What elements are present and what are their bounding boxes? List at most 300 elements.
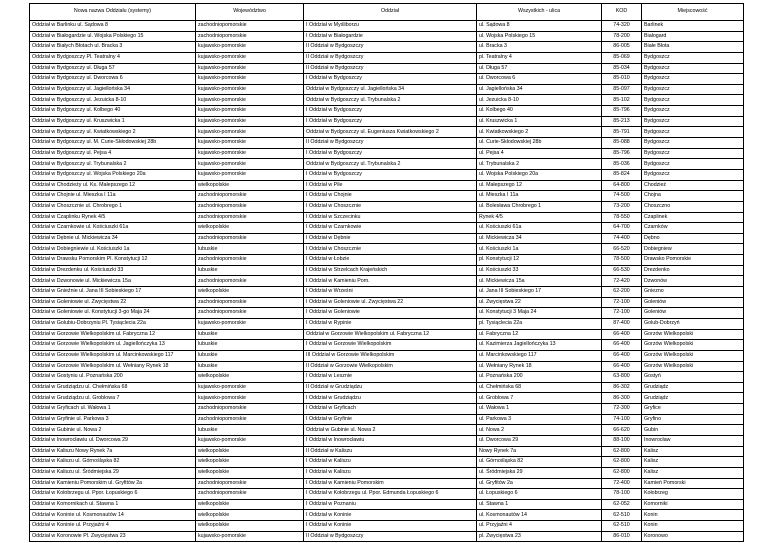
cell-branch: II Oddział w Bydgoszczy [304,42,477,53]
cell-voivodeship: lubuskie [196,329,304,340]
cell-street: ul. Dworcowa 29 [477,435,602,446]
cell-city: Kalisz [642,457,744,468]
table-header [30,4,744,21]
cell-city: Konin [642,510,744,521]
cell-street: ul. Curie-Skłodowskiej 28b [477,138,602,149]
cell-branch: II Oddział w Gorzowie Wielkopolskim [304,361,477,372]
cell-city: Gorzów Wielkopolski [642,350,744,361]
cell-new-branch-name: Oddział w Choszcznie ul. Chrobrego 1 [30,201,196,212]
table-row [30,329,744,340]
cell-branch: I Oddział w Bydgoszczy [304,106,477,117]
cell-street: ul. Łopuskiego 6 [477,489,602,500]
table-row [30,446,744,457]
cell-postal-code: 72-420 [602,276,642,287]
cell-voivodeship: wielkopolskie [196,467,304,478]
table-row [30,393,744,404]
cell-branch: I Oddział w Bydgoszczy [304,74,477,85]
cell-city: Gubin [642,425,744,436]
cell-city: Kamień Pomorski [642,478,744,489]
cell-new-branch-name: Oddział w Bydgoszczy ul. Trybunalska 2 [30,159,196,170]
cell-voivodeship: kujawsko-pomorskie [196,52,304,63]
cell-street: ul. Fabryczna 12 [477,329,602,340]
cell-branch: I Oddział w Koninie [304,510,477,521]
cell-street: ul. Groblowa 7 [477,393,602,404]
cell-city: Gorzów Wielkopolski [642,361,744,372]
cell-city: Gryfice [642,404,744,415]
cell-street: ul. Nowa 2 [477,425,602,436]
column-header-branch: Oddział [304,4,477,21]
cell-new-branch-name: Oddział w Czaplinku Rynek 4/5 [30,212,196,223]
cell-city: Bydgoszcz [642,169,744,180]
table-row [30,116,744,127]
cell-voivodeship: zachodniopomorskie [196,276,304,287]
cell-voivodeship: zachodniopomorskie [196,255,304,266]
cell-branch: I Oddział w Wrześni [304,287,477,298]
table-row [30,425,744,436]
cell-voivodeship: zachodniopomorskie [196,233,304,244]
cell-postal-code: 62-800 [602,446,642,457]
cell-voivodeship: zachodniopomorskie [196,478,304,489]
cell-street: ul. Marcinkowskiego 117 [477,350,602,361]
cell-city: Inowrocław [642,435,744,446]
cell-voivodeship: kujawsko-pomorskie [196,84,304,95]
cell-postal-code: 85-102 [602,95,642,106]
cell-branch: I Oddział w Białogardzie [304,31,477,42]
branch-table [29,3,744,542]
table-row [30,297,744,308]
cell-street: ul. Długa 57 [477,63,602,74]
cell-voivodeship: kujawsko-pomorskie [196,393,304,404]
table-row [30,191,744,202]
cell-postal-code: 62-200 [602,287,642,298]
cell-city: Gostyń [642,372,744,383]
cell-branch: I Oddział w Kaliszu [304,457,477,468]
cell-new-branch-name: Oddział w Bydgoszczy ul. Jezuicka 8-10 [30,95,196,106]
cell-postal-code: 74-320 [602,21,642,32]
table-row [30,169,744,180]
cell-city: Bydgoszcz [642,95,744,106]
cell-voivodeship: lubuskie [196,340,304,351]
cell-postal-code: 73-200 [602,201,642,212]
cell-postal-code: 78-500 [602,255,642,266]
cell-branch: I Oddział w Kaliszu [304,467,477,478]
cell-street: ul. Kolbego 40 [477,106,602,117]
cell-voivodeship: zachodniopomorskie [196,297,304,308]
cell-city: Bydgoszcz [642,138,744,149]
cell-street: ul. Kościuszki 61a [477,223,602,234]
cell-branch: I Oddział w Bydgoszczy [304,116,477,127]
cell-postal-code: 85-213 [602,116,642,127]
cell-postal-code: 78-200 [602,31,642,42]
cell-voivodeship: wielkopolskie [196,521,304,532]
cell-city: Koronowo [642,531,744,542]
cell-city: Gorzów Wielkopolski [642,340,744,351]
table-row [30,127,744,138]
cell-city: Bydgoszcz [642,116,744,127]
cell-city: Dębno [642,233,744,244]
cell-new-branch-name: Oddział w Kaliszu Nowy Rynek 7a [30,446,196,457]
cell-city: Bydgoszcz [642,159,744,170]
cell-postal-code: 66-620 [602,425,642,436]
cell-voivodeship: lubuskie [196,265,304,276]
cell-new-branch-name: Oddział w Koronowie Pl. Zwycięstwa 23 [30,531,196,542]
cell-city: Bydgoszcz [642,63,744,74]
table-row [30,52,744,63]
cell-voivodeship: zachodniopomorskie [196,31,304,42]
table-row [30,95,744,106]
cell-street: pl. Teatralny 4 [477,52,602,63]
cell-postal-code: 66-400 [602,329,642,340]
table-row [30,265,744,276]
table-row [30,414,744,425]
cell-branch: I Oddział w Koninie [304,521,477,532]
cell-postal-code: 85-034 [602,63,642,74]
cell-street: ul. Przyjaźni 4 [477,521,602,532]
cell-city: Kołobrzeg [642,489,744,500]
cell-street: ul. Sądowa 8 [477,21,602,32]
cell-voivodeship: wielkopolskie [196,287,304,298]
table-row [30,223,744,234]
cell-postal-code: 85-824 [602,169,642,180]
cell-branch: I Oddział w Bydgoszczy [304,169,477,180]
cell-voivodeship: kujawsko-pomorskie [196,106,304,117]
table-row [30,308,744,319]
cell-branch: I Oddział w Gorzowie Wielkopolskim [304,340,477,351]
cell-postal-code: 62-800 [602,457,642,468]
cell-city: Grudziądz [642,382,744,393]
cell-branch: I Oddział w Kamieniu Pomorskim [304,478,477,489]
cell-street: ul. Konstytucji 3 Maja 24 [477,308,602,319]
cell-new-branch-name: Oddział w Chojnie ul. Mieszka I 11a [30,191,196,202]
cell-voivodeship: kujawsko-pomorskie [196,74,304,85]
cell-new-branch-name: Oddział w Barlinku ul. Sądowa 8 [30,21,196,32]
cell-postal-code: 85-796 [602,148,642,159]
cell-street: ul. Kosmonautów 14 [477,510,602,521]
cell-voivodeship: wielkopolskie [196,457,304,468]
cell-new-branch-name: Oddział w Gubinie ul. Nowa 2 [30,425,196,436]
table-row [30,148,744,159]
cell-voivodeship: wielkopolskie [196,372,304,383]
table-row [30,340,744,351]
cell-city: Bydgoszcz [642,84,744,95]
cell-city: Golub-Dobrzyń [642,318,744,329]
table-row [30,180,744,191]
table-row [30,478,744,489]
cell-new-branch-name: Oddział w Koninie ul. Kosmonautów 14 [30,510,196,521]
cell-postal-code: 85-796 [602,106,642,117]
cell-branch: I Oddział w Choszcznie [304,201,477,212]
cell-voivodeship: lubuskie [196,244,304,255]
column-header-new-branch-name: Nowa nazwa Oddziału (systemy) [30,4,196,21]
cell-street: ul. Mieszka I 11a [477,191,602,202]
cell-branch: Oddział w Bydgoszczy ul. Trybunalska 2 [304,159,477,170]
cell-postal-code: 85-097 [602,84,642,95]
cell-street: ul. Mickiewicza 34 [477,233,602,244]
cell-city: Barlinek [642,21,744,32]
cell-new-branch-name: Oddział w Golubiu-Dobrzyniu Pl. Tysiąclecia 22a [30,318,196,329]
cell-postal-code: 72-100 [602,297,642,308]
table-row [30,21,744,32]
column-header-street: Wszystkich - ulica [477,4,602,21]
cell-city: Grudziądz [642,393,744,404]
cell-postal-code: 66-400 [602,361,642,372]
cell-branch: I Oddział w Szczecinku [304,212,477,223]
cell-new-branch-name: Oddział w Dobiegniewie ul. Kościuszki 1a [30,244,196,255]
cell-branch: I Oddział w Goleniowie [304,308,477,319]
cell-new-branch-name: Oddział w Kaliszu ul. Górnośląska 82 [30,457,196,468]
cell-voivodeship: lubuskie [196,425,304,436]
cell-voivodeship: kujawsko-pomorskie [196,138,304,149]
cell-voivodeship: kujawsko-pomorskie [196,435,304,446]
cell-voivodeship: zachodniopomorskie [196,201,304,212]
cell-new-branch-name: Oddział w Bydgoszczy ul. Jagiellońska 34 [30,84,196,95]
cell-postal-code: 78-100 [602,489,642,500]
cell-branch: I Oddział w Pile [304,180,477,191]
cell-new-branch-name: Oddział w Grudziądzu ul. Groblowa 7 [30,393,196,404]
cell-postal-code: 78-550 [602,212,642,223]
cell-new-branch-name: Oddział w Inowrocławiu ul. Dworcowa 29 [30,435,196,446]
cell-postal-code: 72-100 [602,308,642,319]
cell-branch: I Oddział w Grudziądzu [304,393,477,404]
cell-postal-code: 62-052 [602,499,642,510]
cell-new-branch-name: Oddział w Gorzowie Wielkopolskim ul. Wełniany Rynek 18 [30,361,196,372]
cell-new-branch-name: Oddział w Bydgoszczy ul. Dworcowa 6 [30,74,196,85]
cell-new-branch-name: Oddział w Koninie ul. Przyjaźni 4 [30,521,196,532]
cell-street: Nowy Rynek 7a [477,446,602,457]
cell-city: Dobiegniew [642,244,744,255]
cell-postal-code: 85-069 [602,52,642,63]
cell-branch: Oddział w Gubinie ul. Nowa 2 [304,425,477,436]
cell-branch: II Oddział w Kaliszu [304,446,477,457]
column-header-city: Miejscowość [642,4,744,21]
cell-voivodeship: kujawsko-pomorskie [196,127,304,138]
cell-branch: I Oddział w Łobzie [304,255,477,266]
table-row [30,138,744,149]
cell-postal-code: 66-400 [602,350,642,361]
cell-branch: I Oddział w Poznaniu [304,499,477,510]
cell-street: ul. Stawna 1 [477,499,602,510]
cell-voivodeship: zachodniopomorskie [196,308,304,319]
cell-branch: I Oddział w Czarnkowie [304,223,477,234]
table-row [30,201,744,212]
cell-city: Gryfino [642,414,744,425]
table-row [30,467,744,478]
cell-branch: I Oddział w Kołobrzegu ul. Ppor. Edmunda Łopuskiego 6 [304,489,477,500]
cell-postal-code: 74-100 [602,414,642,425]
cell-branch: I Oddział w Rypinie [304,318,477,329]
cell-street: pl. Tysiąclecia 22a [477,318,602,329]
cell-branch: I Oddział w Myśliborzu [304,21,477,32]
cell-voivodeship: wielkopolskie [196,180,304,191]
table-row [30,74,744,85]
cell-street: ul. Wałowa 1 [477,404,602,415]
cell-street: ul. Mickiewicza 15a [477,276,602,287]
cell-city: Czarnków [642,223,744,234]
cell-city: Konin [642,521,744,532]
cell-new-branch-name: Oddział w Bydgoszczy ul. Kolbego 40 [30,106,196,117]
table-body [30,21,744,542]
table-row [30,276,744,287]
cell-voivodeship: wielkopolskie [196,499,304,510]
cell-new-branch-name: Oddział w Bydgoszczy ul. Kwiatkowskiego 2 [30,127,196,138]
cell-branch: I Oddział w Inowrocławiu [304,435,477,446]
cell-new-branch-name: Oddział w Goleniowie ul. Zwycięstwa 22 [30,297,196,308]
column-header-voivodeship: Województwo [196,4,304,21]
cell-new-branch-name: Oddział w Bydgoszczy ul. Kruszwicka 1 [30,116,196,127]
cell-branch: II Oddział w Bydgoszczy [304,138,477,149]
cell-voivodeship: kujawsko-pomorskie [196,382,304,393]
table-row [30,361,744,372]
cell-voivodeship: kujawsko-pomorskie [196,148,304,159]
cell-voivodeship: wielkopolskie [196,510,304,521]
cell-branch: II Oddział w Bydgoszczy [304,52,477,63]
cell-street: ul. Jagiellońska 34 [477,84,602,95]
cell-branch: I Oddział w Goleniowie ul. Zwycięstwa 22 [304,297,477,308]
cell-city: Bydgoszcz [642,106,744,117]
cell-voivodeship: zachodniopomorskie [196,404,304,415]
cell-branch: I Oddział w Dębnie [304,233,477,244]
cell-voivodeship: kujawsko-pomorskie [196,95,304,106]
cell-city: Dzwonów [642,276,744,287]
cell-postal-code: 85-791 [602,127,642,138]
cell-new-branch-name: Oddział w Bydgoszczy ul. Wojska Polskiego 20a [30,169,196,180]
cell-branch: I Oddział w Strzelcach Krajeńskich [304,265,477,276]
cell-new-branch-name: Oddział w Białogardzie ul. Wojska Polskiego 15 [30,31,196,42]
cell-postal-code: 66-530 [602,265,642,276]
cell-street: ul. Dworcowa 6 [477,74,602,85]
cell-street: pl. Konstytucji 12 [477,255,602,266]
cell-city: Kalisz [642,446,744,457]
cell-city: Gniezno [642,287,744,298]
cell-postal-code: 66-400 [602,340,642,351]
header-row [30,4,744,21]
cell-street: ul. Parkowa 3 [477,414,602,425]
cell-street: ul. Kruszwicka 1 [477,116,602,127]
cell-street: ul. Śródmiejska 29 [477,467,602,478]
cell-new-branch-name: Oddział w Gorzowie Wielkopolskim ul. Marcinkowskiego 117 [30,350,196,361]
cell-new-branch-name: Oddział w Kołobrzegu ul. Ppor. Łopuskiego 6 [30,489,196,500]
cell-street: ul. Wełniany Rynek 18 [477,361,602,372]
cell-postal-code: 72-400 [602,478,642,489]
cell-postal-code: 87-400 [602,318,642,329]
table-row [30,84,744,95]
cell-branch: Oddział w Bydgoszczy ul. Jagiellońska 34 [304,84,477,95]
table-row [30,457,744,468]
table-row [30,521,744,532]
cell-voivodeship: kujawsko-pomorskie [196,42,304,53]
cell-new-branch-name: Oddział w Kaliszu ul. Śródmiejska 29 [30,467,196,478]
cell-voivodeship: kujawsko-pomorskie [196,531,304,542]
cell-branch: I Oddział w Gryfinie [304,414,477,425]
cell-new-branch-name: Oddział w Chodzieży ul. Ks. Małepszego 12 [30,180,196,191]
cell-street: ul. Pejsa 4 [477,148,602,159]
cell-city: Bydgoszcz [642,74,744,85]
cell-voivodeship: kujawsko-pomorskie [196,169,304,180]
cell-city: Chodzież [642,180,744,191]
cell-voivodeship: wielkopolskie [196,223,304,234]
cell-city: Gorzów Wielkopolski [642,329,744,340]
cell-postal-code: 66-520 [602,244,642,255]
cell-new-branch-name: Oddział w Gnieźnie ul. Jana III Sobieskiego 17 [30,287,196,298]
cell-street: ul. Wojska Polskiego 20a [477,169,602,180]
cell-street: ul. Chełmińska 68 [477,382,602,393]
cell-new-branch-name: Oddział w Gryfinie ul. Parkowa 3 [30,414,196,425]
cell-voivodeship: zachodniopomorskie [196,21,304,32]
cell-branch: I Oddział w Choszcznie [304,244,477,255]
cell-new-branch-name: Oddział w Bydgoszczy ul. Pejsa 4 [30,148,196,159]
table-row [30,244,744,255]
table-row [30,63,744,74]
table-row [30,159,744,170]
table-row [30,318,744,329]
cell-street: Rynek 4/5 [477,212,602,223]
cell-street: ul. Poznańska 200 [477,372,602,383]
cell-street: ul. Małepszego 12 [477,180,602,191]
cell-city: Białogard [642,31,744,42]
table-row [30,499,744,510]
cell-new-branch-name: Oddział w Komornikach ul. Stawna 1 [30,499,196,510]
cell-city: Białe Błota [642,42,744,53]
cell-new-branch-name: Oddział w Gorzowie Wielkopolskim ul. Fabryczna 12 [30,329,196,340]
table-row [30,510,744,521]
cell-city: Czaplinek [642,212,744,223]
cell-street: ul. Wojska Polskiego 15 [477,31,602,42]
cell-branch: Oddział w Bydgoszczy ul. Trybunalska 2 [304,95,477,106]
cell-voivodeship: lubuskie [196,350,304,361]
cell-postal-code: 72-300 [602,404,642,415]
cell-city: Drezdenko [642,265,744,276]
column-header-postal-code: KOD [602,4,642,21]
cell-new-branch-name: Oddział w Goleniowie ul. Konstytucji 3-go Maja 24 [30,308,196,319]
cell-city: Komorniki [642,499,744,510]
cell-branch: I Oddział w Kamieniu Pom. [304,276,477,287]
cell-branch: III Oddział w Gorzowie Wielkopolskim [304,350,477,361]
table-row [30,489,744,500]
table-row [30,404,744,415]
cell-new-branch-name: Oddział w Bydgoszczy Pl. Teatralny 4 [30,52,196,63]
cell-postal-code: 88-100 [602,435,642,446]
cell-street: ul. Zwycięstwa 22 [477,297,602,308]
cell-street: pl. Zwycięstwa 23 [477,531,602,542]
cell-branch: II Oddział w Bydgoszczy [304,531,477,542]
table-row [30,372,744,383]
cell-city: Drawsko Pomorskie [642,255,744,266]
cell-new-branch-name: Oddział w Dębnie ul. Mickiewicza 34 [30,233,196,244]
cell-city: Choszczno [642,201,744,212]
cell-branch: II Oddział w Bydgoszczy [304,63,477,74]
cell-new-branch-name: Oddział w Bydgoszczy ul. Długa 57 [30,63,196,74]
cell-postal-code: 64-700 [602,223,642,234]
cell-street: ul. Gryfitów 2a [477,478,602,489]
cell-voivodeship: kujawsko-pomorskie [196,159,304,170]
cell-city: Goleniów [642,308,744,319]
cell-branch: I Oddział w Lesznie [304,372,477,383]
cell-city: Bydgoszcz [642,52,744,63]
cell-postal-code: 62-800 [602,467,642,478]
cell-new-branch-name: Oddział w Gorzowie Wielkopolskim ul. Jagiellończyka 13 [30,340,196,351]
table-row [30,435,744,446]
cell-street: ul. Kazimierza Jagiellończyka 13 [477,340,602,351]
cell-new-branch-name: Oddział w Dzwonowie ul. Mickiewicza 15a [30,276,196,287]
table-row [30,106,744,117]
cell-voivodeship: zachodniopomorskie [196,212,304,223]
table-row [30,31,744,42]
cell-postal-code: 86-010 [602,531,642,542]
table-row [30,255,744,266]
cell-branch: Oddział w Bydgoszczy ul. Eugeniusza Kwiatkowskiego 2 [304,127,477,138]
cell-street: ul. Kwiatkowskiego 2 [477,127,602,138]
table-row [30,42,744,53]
